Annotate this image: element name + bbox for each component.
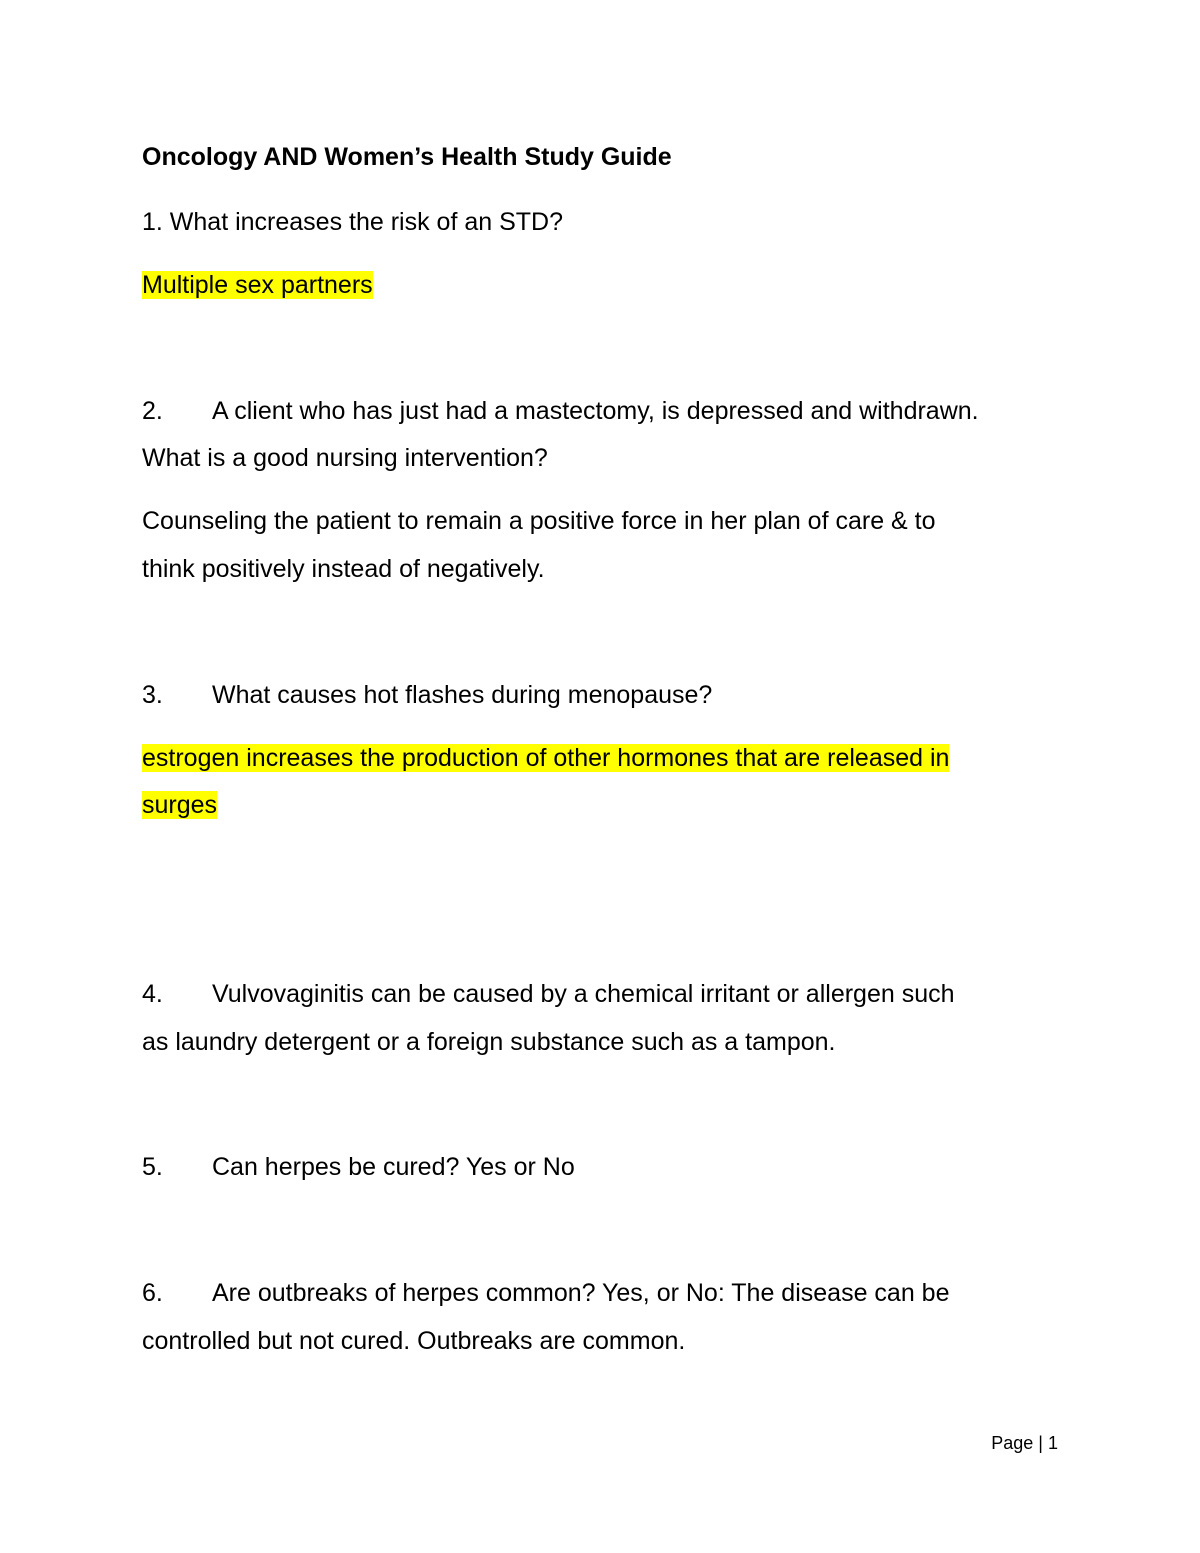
question-2-number: 2. bbox=[142, 397, 163, 425]
question-5 bbox=[142, 1152, 575, 1182]
question-3 bbox=[142, 680, 712, 710]
question-2-line-1 bbox=[142, 396, 979, 426]
item-4-line-1 bbox=[142, 979, 955, 1009]
answer-2-line-1: Counseling the patient to remain a positive force in her plan of care & to bbox=[142, 507, 936, 535]
item-4-text: Vulvovaginitis can be caused by a chemical irritant or allergen such bbox=[212, 980, 955, 1008]
question-1: 1. What increases the risk of an STD? bbox=[142, 208, 564, 236]
answer-3-highlight-1: estrogen increases the production of other hormones that are released in bbox=[142, 744, 950, 772]
answer-3-line-2 bbox=[142, 790, 217, 820]
answer-3-line-1 bbox=[142, 743, 949, 773]
question-2-text: A client who has just had a mastectomy, is depressed and withdrawn. bbox=[212, 397, 979, 425]
answer-3-highlight-2: surges bbox=[142, 791, 218, 819]
item-4-number: 4. bbox=[142, 980, 163, 1008]
document-title: Oncology AND Women’s Health Study Guide bbox=[142, 143, 672, 171]
question-3-text: What causes hot flashes during menopause? bbox=[212, 681, 713, 709]
question-5-text: Can herpes be cured? Yes or No bbox=[212, 1153, 575, 1181]
question-2-line-2: What is a good nursing intervention? bbox=[142, 444, 548, 472]
question-6-text: Are outbreaks of herpes common? Yes, or No: The disease can be bbox=[212, 1279, 950, 1307]
question-3-number: 3. bbox=[142, 681, 163, 709]
question-6-line-1 bbox=[142, 1278, 949, 1308]
question-6-line-2: controlled but not cured. Outbreaks are common. bbox=[142, 1327, 686, 1355]
item-4-line-2: as laundry detergent or a foreign substance such as a tampon. bbox=[142, 1028, 836, 1056]
question-5-number: 5. bbox=[142, 1153, 163, 1181]
answer-1-highlight: Multiple sex partners bbox=[142, 271, 373, 299]
page-number-footer: Page | 1 bbox=[991, 1433, 1058, 1453]
answer-1 bbox=[142, 270, 373, 300]
question-6-number: 6. bbox=[142, 1279, 163, 1307]
answer-2-line-2: think positively instead of negatively. bbox=[142, 555, 545, 583]
